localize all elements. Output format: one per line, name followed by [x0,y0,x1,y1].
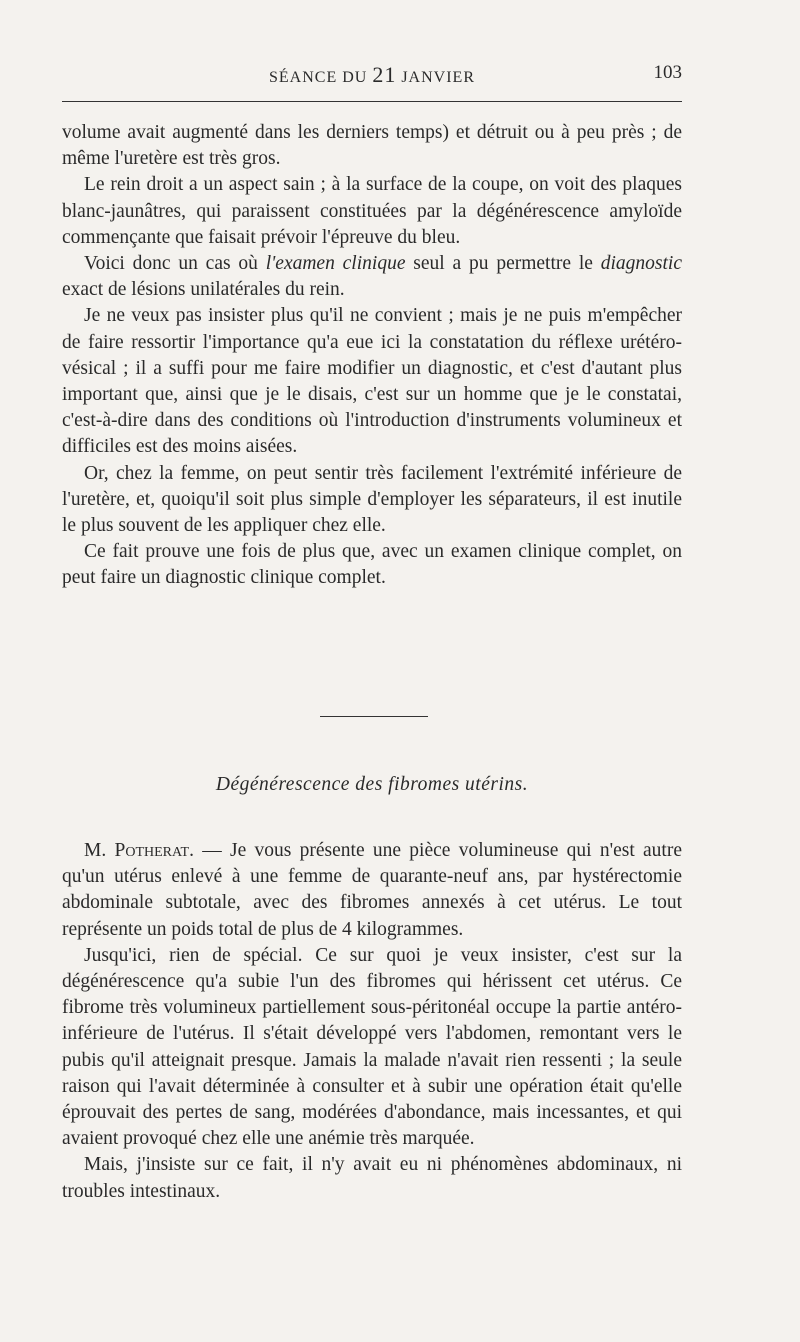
paragraph: Ce fait prouve une fois de plus que, avec un examen clinique complet, on peut faire un diagnostic clinique complet. [62,541,682,589]
page-number: 103 [653,62,682,83]
italic-text: diagnostic [600,253,682,275]
paragraph [62,838,682,943]
paragraph: Le rein droit a un aspect sain ; à la surface de la coupe, on voit des plaques blanc-jaunâtres, qui paraissent constituées par la dégénérescence amyloïde commençante que faisait prévoir l'épreuve du bleu. [62,174,682,248]
italic-text: l'examen clinique [265,253,406,275]
running-title-day: 21 [372,62,397,87]
paragraph: Or, chez la femme, on peut sentir très facilement l'extrémité inférieure de l'uretère, et, quoiqu'il soit plus simple d'employer les séparateurs, il est inutile le plus souvent de les appliquer chez elle. [62,462,682,537]
text-block-2 [62,838,682,1205]
running-head [62,62,682,86]
paragraph-text: Voici donc un cas où [84,253,266,275]
text-block-1 [62,120,682,592]
speaker-name: M. Potherat. [84,840,194,861]
paragraph-text: exact de lésions unilatérales du rein. [62,279,345,301]
running-title-prefix: SÉANCE DU [268,69,373,86]
section-divider [320,716,428,717]
running-title [62,62,682,88]
running-title-suffix: JANVIER [396,69,475,86]
section-title: Dégénérescence des fibromes utérins. [215,774,529,795]
header-rule [62,101,682,102]
paragraph: volume avait augmenté dans les derniers temps) et détruit ou à peu près ; de même l'uretère est très gros. [62,122,682,170]
paragraph-text: seul a pu permettre le [405,253,601,275]
paragraph: Mais, j'insiste sur ce fait, il n'y avait eu ni phénomènes abdominaux, ni troubles intestinaux. [62,1154,682,1202]
paragraph: Jusqu'ici, rien de spécial. Ce sur quoi je veux insister, c'est sur la dégénérescence qu'a subie l'un des fibromes qui hérissent cet utérus. Ce fibrome très volumineux partiellement sous-péritonéal occupe la partie antéro-inférieure de l'utérus. Il s'était développé vers l'abdomen, remontant vers le pubis qu'il atteignait presque. Jamais la malade n'avait rien ressenti ; la seule raison qui l'avait déterminée à consulter et à subir une opération était qu'elle éprouvait des pertes de sang, modérées d'abondance, mais incessantes, et qui avaient provoqué chez elle une anémie très marquée. [62,944,682,1150]
paragraph-text: — Je vous présente une pièce volumineuse qui n'est autre qu'un utérus enlevé à une femme de quarante-neuf ans, par hystérectomie abdominale subtotale, avec des fibromes annexés à cet utérus. Le tout représente un poids total de plus de 4 kilogrammes. [62,840,682,940]
paragraph: Je ne veux pas insister plus qu'il ne convient ; mais je ne puis m'empêcher de faire ressortir l'importance qu'a eue ici la constatation du réflexe urétéro-vésical ; il a suffi pour me faire modifier un diagnostic, et c'est d'autant plus important que, ainsi que je le disais, c'est sur un homme que je le constatai, c'est-à-dire dans des conditions où l'introduction d'instruments volumineux et difficiles est des moins aisées. [62,305,682,458]
paragraph [62,251,682,303]
